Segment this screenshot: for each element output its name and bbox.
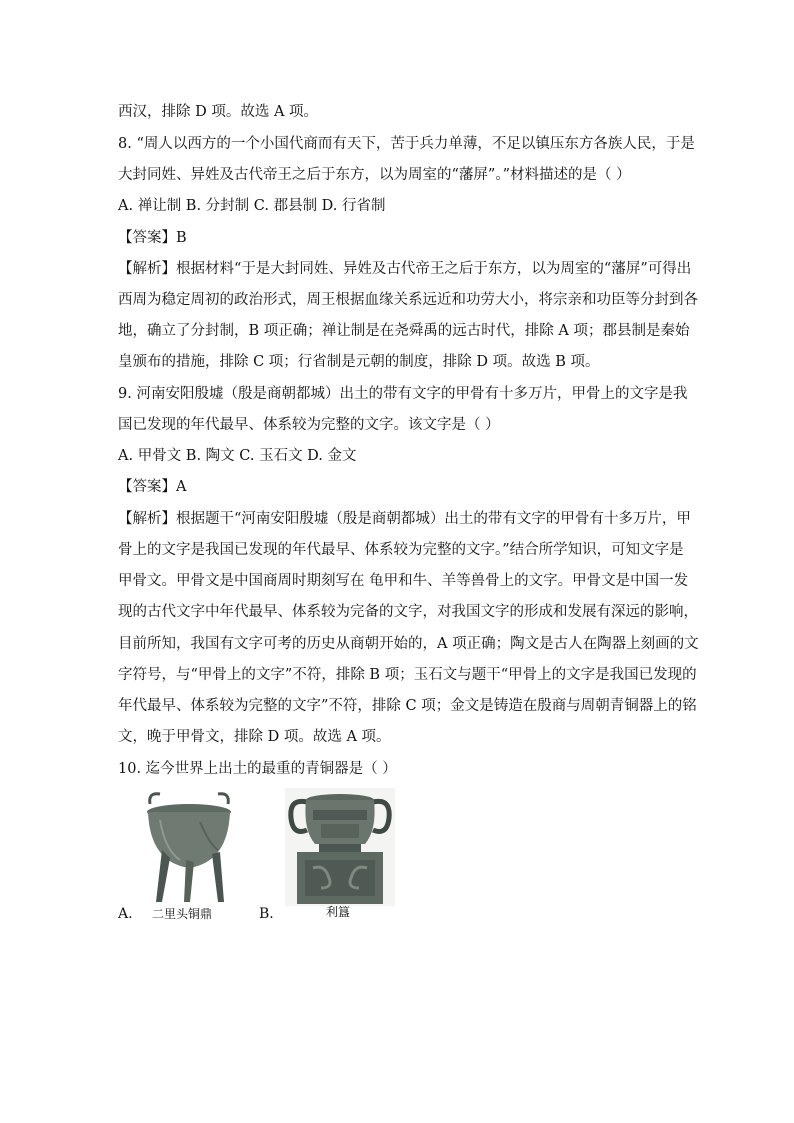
text-line: 【答案】A [118, 479, 187, 495]
text-line: 国已发现的年代最早、体系较为完整的文字。该文字是（ ） [118, 417, 500, 433]
bronze-ding-image [140, 790, 240, 905]
text-line: 9. 河南安阳殷墟（殷是商朝都城）出土的带有文字的甲骨有十多万片，甲骨上的文字是我 [118, 386, 688, 402]
text-line: A. 甲骨文 B. 陶文 C. 玉石文 D. 金文 [118, 448, 357, 464]
text-line: 骨上的文字是我国已发现的年代最早、体系较为完整的文字。”结合所学知识，可知文字是 [118, 542, 684, 558]
bronze-gui-image [285, 788, 395, 906]
text-line: 甲骨文。甲骨文是中国商周时期刻写在 龟甲和牛、羊等兽骨上的文字。甲骨文是中国一发 [118, 573, 689, 589]
option-b-caption: 利簋 [326, 905, 351, 919]
text-line: 地，确立了分封制，B 项正确；禅让制是在尧舜禹的远古时代，排除 A 项；郡县制是秦始 [118, 323, 690, 339]
text-line: 大封同姓、异姓及古代帝王之后于东方，以为周室的“藩屏”。”材料描述的是（ ） [118, 167, 631, 183]
text-line: A. 禅让制 B. 分封制 C. 郡县制 D. 行省制 [118, 198, 386, 214]
text-line: 字符号，与“甲骨上的文字”不符，排除 B 项；玉石文与题干“甲骨上的文字是我国已发现的 [118, 667, 697, 683]
option-a-caption: 二里头铜鼎 [152, 907, 213, 921]
option-b-letter: B. [259, 906, 274, 922]
text-line: 目前所知，我国有文字可考的历史从商朝开始的，A 项正确；陶文是古人在陶器上刻画的文 [118, 636, 699, 652]
text-line: 文，晚于甲骨文，排除 D 项。故选 A 项。 [118, 729, 391, 745]
text-line: 现的古代文字中年代最早、体系较为完备的文字，对我国文字的形成和发展有深远的影响， [118, 604, 698, 620]
text-line: 皇颁布的措施，排除 C 项；行省制是元朝的制度，排除 D 项。故选 B 项。 [118, 354, 600, 370]
option-a-letter: A. [118, 906, 133, 922]
text-line: 【解析】根据材料“于是大封同姓、异姓及古代帝王之后于东方，以为周室的“藩屏”可得出 [118, 261, 692, 277]
text-line: 西汉，排除 D 项。故选 A 项。 [118, 104, 319, 120]
text-line: 年代最早、体系较为完整的文字”不符，排除 C 项；金文是铸造在殷商与周朝青铜器上的铭 [118, 698, 697, 714]
text-line: 【解析】根据题干“河南安阳殷墟（殷是商朝都城）出土的带有文字的甲骨有十多万片，甲 [118, 511, 691, 527]
text-line: 10. 迄今世界上出土的最重的青铜器是（ ） [118, 761, 397, 777]
text-line: 8. “周人以西方的一个小国代商而有天下，苦于兵力单薄，不足以镇压东方各族人民，于是 [118, 136, 695, 152]
text-line: 西周为稳定周初的政治形式，周王根据血缘关系远近和功劳大小，将宗亲和功臣等分封到各 [118, 292, 698, 308]
text-line: 【答案】B [118, 230, 187, 246]
